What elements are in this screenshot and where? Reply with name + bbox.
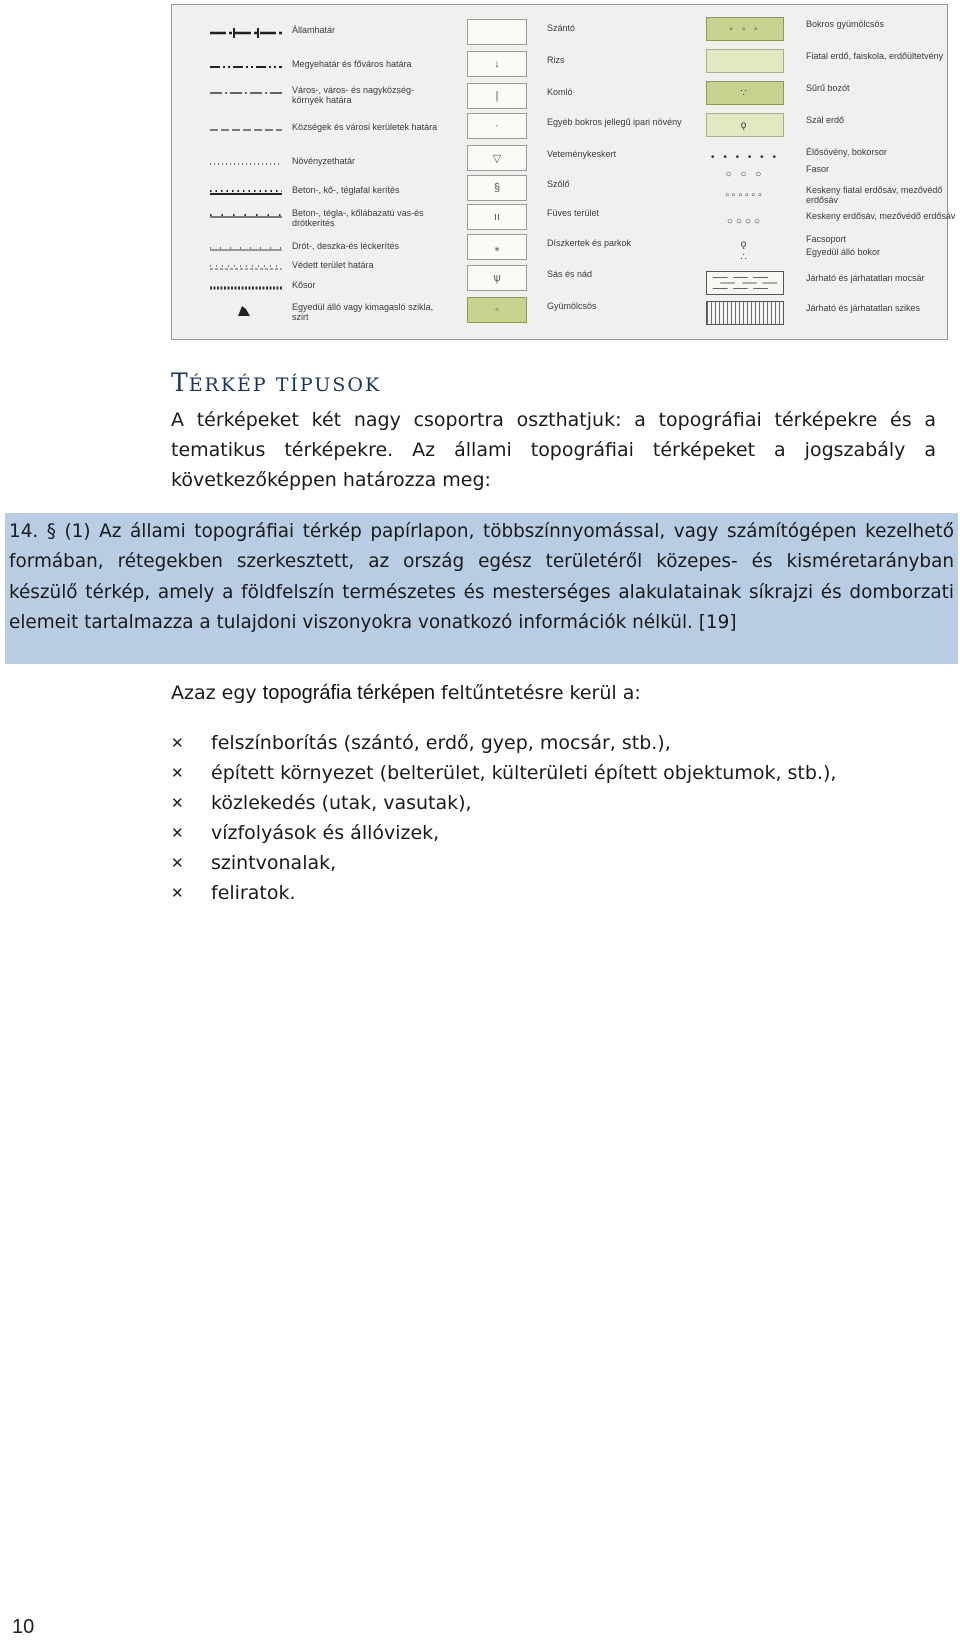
intro-paragraph: A térképeket két nagy csoportra oszthatjuk: a topográfiai térképekre és a tematikus térképekre. Az állami topográfiai térképeket a jogszabály a következőképpen határozza meg:: [171, 409, 936, 491]
legend-row: [706, 301, 956, 325]
saline-land-icon: [706, 301, 784, 325]
content-bullet-list: [171, 728, 836, 908]
list-item-text: közlekedés (utak, vasutak),: [211, 792, 472, 814]
legend-label: Keskeny fiatal erdősáv, mezővédő erdősáv: [806, 185, 943, 205]
section-title-rest: ÉRKÉP TÍPUSOK: [188, 374, 382, 396]
legend-label: Fasor: [806, 164, 830, 174]
legend-row: [706, 183, 956, 207]
lead-highlight: topográfia térképen: [262, 682, 436, 704]
list-item-text: felszínborítás (szántó, erdő, gyep, mocsár, stb.),: [211, 732, 671, 754]
list-item: [171, 818, 836, 848]
single-bush-icon: ∴: [740, 251, 750, 263]
high-forest-icon: ǫ: [706, 113, 784, 137]
legend-label: Egyedül álló vagy kimagasló szikla, szirt: [292, 302, 434, 322]
young-forest-strip-icon: ▫▫▫▫▫▫: [725, 189, 765, 201]
cross-bullet-icon: ✕: [171, 854, 184, 872]
legend-label: Komló: [547, 87, 573, 97]
tree-row-icon: ○ ○ ○: [725, 168, 765, 180]
town-border-line-icon: [210, 86, 282, 100]
legend-row: [467, 51, 687, 77]
cross-bullet-icon: ✕: [171, 734, 184, 752]
legend-label: Egyéb bokros jellegű ipari növény: [547, 117, 682, 127]
section-title: [171, 368, 381, 397]
hedge-icon: • • • • • •: [711, 151, 779, 163]
village-border-line-icon: [210, 123, 282, 137]
legend-label: Város-, város- és nagyközség-környék határa: [292, 85, 415, 105]
cross-bullet-icon: ✕: [171, 884, 184, 902]
legend-row: [467, 297, 687, 323]
legend-row: [706, 245, 956, 269]
legend-label: Egyedül álló bokor: [806, 247, 881, 257]
law-quote-block: 14. § (1) Az állami topográfiai térkép papírlapon, többszínnyomással, vagy számítógépen kezelhető formában, rétegekben szerkesztett, az ország egész területéről közepes- és kisméretarányban készülő térkép, amely a földfelszín természetes és mesterséges alakulatainak síkrajzi és domborzati elemeit tartalmazza a tulajdoni viszonyokra vonatkozó információk nélkül. [19]: [5, 513, 958, 664]
legend-label: Kősor: [292, 280, 316, 290]
map-legend-image: [171, 4, 956, 340]
park-icon: ⁎: [467, 234, 527, 260]
hop-icon: |: [467, 83, 527, 109]
industrial-plant-icon: ·: [467, 113, 527, 139]
stone-row-line-icon: [210, 281, 282, 295]
legend-row: [467, 265, 687, 291]
legend-label: Községek és városi kerületek határa: [292, 122, 438, 132]
legend-label: Járható és járhatatlan mocsár: [806, 273, 925, 283]
legend-label: Szántó: [547, 23, 576, 33]
vegetation-border-line-icon: [210, 157, 282, 171]
legend-label: Államhatár: [292, 25, 336, 35]
vineyard-icon: §: [467, 175, 527, 201]
legend-label: Járható és járhatatlan szikes: [806, 303, 921, 313]
legend-row: [467, 204, 687, 230]
legend-row: [706, 113, 956, 137]
legend-label: Bokros gyümölcsös: [806, 19, 885, 29]
legend-row: [210, 280, 442, 295]
topographic-content-lead: [171, 682, 641, 705]
legend-label: Facsoport: [806, 234, 847, 244]
lead-prefix: Azaz egy: [171, 682, 263, 704]
orchard-icon: ◦: [467, 297, 527, 323]
legend-label: Drót-, deszka-és léckerítés: [292, 241, 400, 251]
protected-area-line-icon: [210, 261, 282, 275]
wall-fence-line-icon: [210, 186, 282, 200]
legend-row: [210, 156, 442, 171]
section-title-initial: T: [171, 368, 189, 397]
legend-label: Gyümölcsös: [547, 301, 597, 311]
list-item: [171, 848, 836, 878]
iron-fence-line-icon: [210, 209, 282, 223]
wire-fence-line-icon: [210, 242, 282, 256]
rice-icon: ↓: [467, 51, 527, 77]
list-item-text: feliratok.: [211, 882, 296, 904]
legend-label: Élősövény, bokorsor: [806, 147, 887, 157]
lead-suffix: feltűntetésre kerül a:: [435, 682, 641, 704]
legend-row: [210, 25, 442, 40]
page-number: 10: [12, 1616, 35, 1638]
state-border-line-icon: [210, 26, 282, 40]
legend-row: [210, 302, 442, 322]
legend-row: [210, 59, 442, 74]
legend-label: Szőlő: [547, 179, 570, 189]
list-item-text: épített környezet (belterület, külterületi épített objektumok, stb.),: [211, 762, 837, 784]
legend-label: Sás és nád: [547, 269, 593, 279]
marsh-icon: [706, 271, 784, 295]
young-forest-icon: [706, 49, 784, 73]
legend-row: [210, 185, 442, 200]
list-item-text: vízfolyások és állóvizek,: [211, 822, 440, 844]
list-item: [171, 728, 836, 758]
legend-label: Megyehatár és főváros határa: [292, 59, 412, 69]
grassland-icon: ıı: [467, 204, 527, 230]
legend-row: [210, 241, 442, 256]
legend-label: Keskeny erdősáv, mezővédő erdősáv: [806, 211, 956, 221]
cross-bullet-icon: ✕: [171, 794, 184, 812]
legend-label: Sűrű bozót: [806, 83, 850, 93]
legend-row: [467, 145, 687, 171]
legend-row: [467, 113, 687, 139]
legend-row: [210, 85, 442, 105]
county-border-line-icon: [210, 60, 282, 74]
legend-row: [210, 122, 442, 137]
legend-row: [210, 208, 442, 228]
list-item: [171, 758, 836, 788]
dense-scrub-icon: ∵: [706, 81, 784, 105]
legend-row: [706, 49, 956, 73]
legend-row: [706, 17, 956, 41]
legend-label: Beton-, tégla-, kőlábazatú vas-és drótkerítés: [292, 208, 424, 228]
legend-row: [467, 19, 687, 45]
legend-row: [706, 81, 956, 105]
cross-bullet-icon: ✕: [171, 824, 184, 842]
legend-label: Díszkertek és parkok: [547, 238, 632, 248]
legend-label: Rizs: [547, 55, 565, 65]
legend-label: Növényzethatár: [292, 156, 356, 166]
rock-icon: [210, 303, 282, 317]
legend-row: [210, 260, 442, 275]
legend-row: [467, 83, 687, 109]
legend-label: Beton-, kő-, téglafal kerítés: [292, 185, 400, 195]
legend-label: Veteménykeskert: [547, 149, 617, 159]
legend-row: [467, 175, 687, 201]
legend-label: Védett terület határa: [292, 260, 374, 270]
vegetable-garden-icon: ▽: [467, 145, 527, 171]
legend-label: Szál erdő: [806, 115, 845, 125]
legend-row: [706, 271, 956, 295]
list-item: [171, 878, 836, 908]
reed-icon: ѱ: [467, 265, 527, 291]
bush-orchard-icon: ◦ ◦ ◦: [706, 17, 784, 41]
legend-row: [706, 209, 956, 233]
list-item-text: szintvonalak,: [211, 852, 337, 874]
legend-label: Fiatal erdő, faiskola, erdőültetvény: [806, 51, 944, 61]
tree-group-icon: ǫ: [740, 238, 750, 250]
legend-row: [467, 234, 687, 260]
legend-label: Füves terület: [547, 208, 600, 218]
forest-strip-icon: ○○○○: [726, 215, 764, 227]
cross-bullet-icon: ✕: [171, 764, 184, 782]
list-item: [171, 788, 836, 818]
arable-land-icon: [467, 19, 527, 45]
